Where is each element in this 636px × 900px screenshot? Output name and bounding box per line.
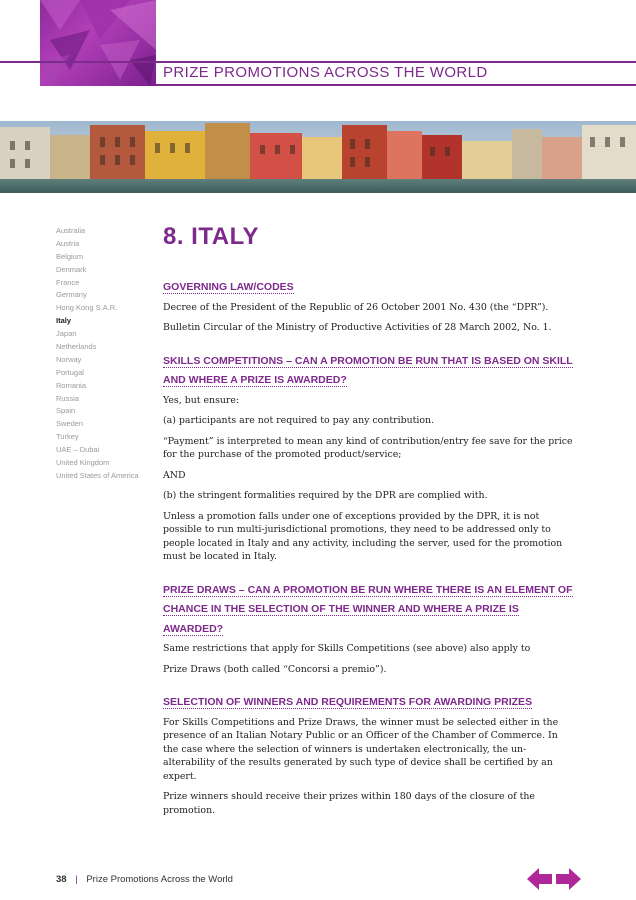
paragraph: For Skills Competitions and Prize Draws, the winner must be selected either in the presence of an Italian Notary Public or an Officer of the Chamber of Commerce. In the case where the selection of winners is undertaken electronically, the un-alterability of the results generated by such type of device shall be certified by an expert. xyxy=(163,716,559,782)
country-nav xyxy=(56,225,156,483)
sidebar-item-united-kingdom[interactable]: United Kingdom xyxy=(56,458,110,468)
arrow-left-icon[interactable] xyxy=(527,868,552,890)
main-content xyxy=(163,222,575,824)
sidebar-item-spain[interactable]: Spain xyxy=(56,406,76,416)
footer-separator: | xyxy=(75,874,78,885)
sidebar-item-austria[interactable]: Austria xyxy=(56,238,80,248)
sidebar-item-turkey[interactable]: Turkey xyxy=(56,432,79,442)
sidebar-item-australia[interactable]: Australia xyxy=(56,226,86,235)
section xyxy=(163,690,575,817)
sidebar-item-italy[interactable]: Italy xyxy=(56,316,72,326)
paragraph: Decree of the President of the Republic of 26 October 2001 No. 430 (the “DPR”). xyxy=(163,301,549,313)
sidebar-item-sweden[interactable]: Sweden xyxy=(56,419,84,429)
section-heading: PRIZE DRAWS – CAN A PROMOTION BE RUN WHERE THERE IS AN ELEMENT OF CHANCE IN THE SELECTION OF THE WINNER AND WHERE A PRIZE IS AWARDED? xyxy=(163,583,573,635)
page-navigation xyxy=(527,868,581,890)
header-decoration xyxy=(40,0,156,86)
paragraph: Yes, but ensure: xyxy=(163,394,240,406)
arrow-right-icon[interactable] xyxy=(556,868,581,890)
sidebar-item-russia[interactable]: Russia xyxy=(56,393,79,403)
page-number: 38 xyxy=(56,874,67,885)
footer-title: Prize Promotions Across the World xyxy=(86,874,233,885)
paragraph: AND xyxy=(163,469,186,481)
sidebar-item-netherlands[interactable]: Netherlands xyxy=(56,342,97,352)
paragraph: “Payment” is interpreted to mean any kind of contribution/entry fee save for the price for the purchase of the promoted product/service; xyxy=(163,435,573,460)
sidebar-item-romania[interactable]: Romania xyxy=(56,380,87,390)
banner-photo xyxy=(0,121,636,193)
sidebar-item-united-states-of-america[interactable]: United States of America xyxy=(56,470,139,480)
section-heading: GOVERNING LAW/CODES xyxy=(163,281,294,293)
sidebar-item-denmark[interactable]: Denmark xyxy=(56,264,87,274)
section-heading: SELECTION OF WINNERS AND REQUIREMENTS FOR AWARDING PRIZES xyxy=(163,696,533,708)
paragraph: Prize winners should receive their prizes within 180 days of the closure of the promotion. xyxy=(163,791,535,816)
header-underline xyxy=(155,84,636,86)
sidebar-item-belgium[interactable]: Belgium xyxy=(56,251,84,261)
section xyxy=(163,349,575,564)
paragraph: Prize Draws (both called “Concorsi a premio”). xyxy=(163,663,387,675)
section-heading: SKILLS COMPETITIONS – CAN A PROMOTION BE RUN THAT IS BASED ON SKILL AND WHERE A PRIZE IS AWARDED? xyxy=(163,354,573,386)
paragraph: Bulletin Circular of the Ministry of Productive Activities of 28 March 2002, No. 1. xyxy=(163,322,552,333)
sidebar-item-germany[interactable]: Germany xyxy=(56,290,87,300)
paragraph: (b) the stringent formalities required by the DPR are complied with. xyxy=(163,490,488,501)
sidebar-item-japan[interactable]: Japan xyxy=(56,329,77,339)
sidebar-item-portugal[interactable]: Portugal xyxy=(56,367,84,377)
paragraph: Same restrictions that apply for Skills Competitions (see above) also apply to xyxy=(163,643,531,654)
header-title: PRIZE PROMOTIONS ACROSS THE WORLD xyxy=(163,64,488,81)
header-rule xyxy=(0,61,636,63)
paragraph: Unless a promotion falls under one of exceptions provided by the DPR, it is not possible to run multi-jurisdictional promotions, they need to be addressed only to people located in Italy and any activity, including the server, used for the promotion must be located in Italy. xyxy=(163,510,563,562)
section xyxy=(163,578,575,677)
sidebar-item-uae-dubai[interactable]: UAE – Dubai xyxy=(56,445,100,455)
page-footer xyxy=(56,874,233,885)
sidebar-item-norway[interactable]: Norway xyxy=(56,354,82,364)
sidebar-item-hong-kong-s-a-r[interactable]: Hong Kong S.A.R. xyxy=(56,303,118,313)
paragraph: (a) participants are not required to pay any contribution. xyxy=(163,415,435,426)
section xyxy=(163,275,575,335)
sidebar-item-france[interactable]: France xyxy=(56,277,80,287)
page-title: 8. ITALY xyxy=(163,223,260,250)
